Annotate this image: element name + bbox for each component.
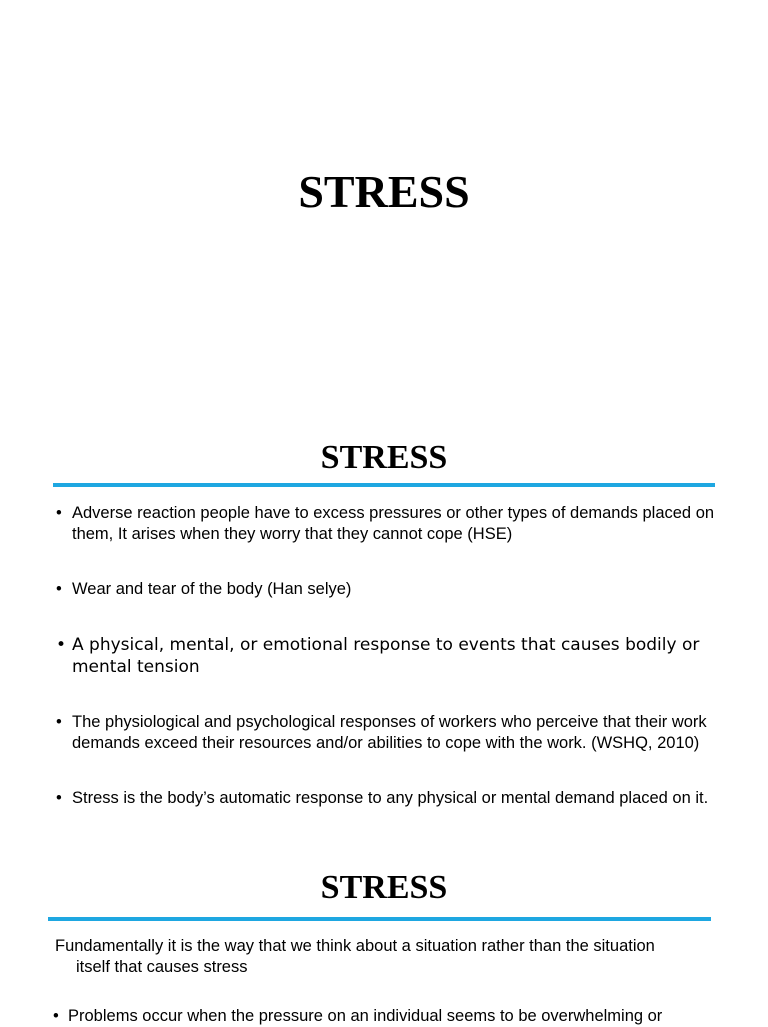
bullet-icon: • (56, 713, 62, 731)
cause-slide (0, 860, 768, 1024)
heading-divider (53, 483, 715, 487)
paragraph-line: itself that causes stress (76, 958, 248, 976)
list-item-text: A physical, mental, or emotional response to events that causes bodily or mental tension (72, 635, 700, 677)
list-item-text: Problems occur when the pressure on an individual seems to be overwhelming or (68, 1007, 663, 1025)
paragraph-line: Fundamentally it is the way that we think about a situation rather than the situation (55, 937, 655, 955)
list-item (56, 579, 716, 600)
list-item (56, 788, 716, 809)
bullet-icon: • (56, 635, 67, 655)
bullet-icon: • (56, 580, 62, 598)
title-slide-title: STRESS (298, 166, 470, 217)
list-item-text: Stress is the body’s automatic response to any physical or mental demand placed on it. (72, 789, 709, 807)
list-item (56, 503, 716, 545)
bullet-icon: • (53, 1007, 59, 1025)
intro-paragraph (55, 936, 715, 978)
slide-heading: STRESS (320, 869, 448, 906)
slide-heading: STRESS (320, 439, 448, 476)
list-item (56, 634, 716, 678)
bullet-icon: • (56, 789, 62, 807)
title-slide (0, 0, 768, 420)
list-item-text: The physiological and psychological responses of workers who perceive that their work demands exceed their resources and/or abilities to cope with the work. (WSHQ, 2010) (72, 713, 707, 752)
bullet-icon: • (56, 504, 62, 522)
list-item-text: Wear and tear of the body (Han selye) (72, 580, 352, 598)
list-item-text: Adverse reaction people have to excess pressures or other types of demands placed on them, It arises when they worry that they cannot cope (HSE) (72, 504, 715, 543)
definitions-slide (0, 420, 768, 860)
list-item (56, 712, 716, 754)
heading-divider (48, 917, 711, 921)
bullet-list (56, 503, 716, 809)
